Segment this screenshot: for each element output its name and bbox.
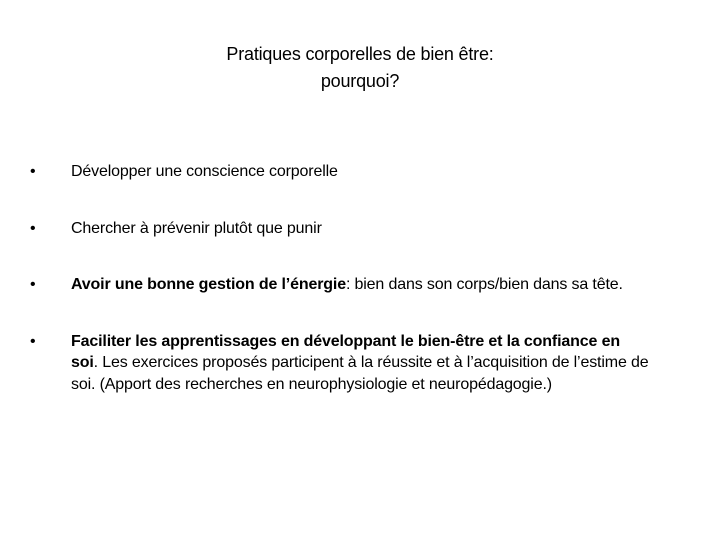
bullet-4-bold-text: Faciliter les apprentissages en développant le bien-être et la confiance en soi [71, 332, 620, 371]
bullet-item-1 [30, 161, 650, 183]
bullet-3-bold-text: Avoir une bonne gestion de l’énergie [71, 276, 346, 293]
bullet-text-4 [71, 333, 648, 393]
bullet-icon: • [30, 163, 36, 180]
bullet-3-text: : bien dans son corps/bien dans sa tête. [345, 276, 623, 293]
bullet-icon: • [30, 219, 36, 237]
bullet-1-bold-text: Développer une conscience corporelle [71, 163, 338, 180]
bullet-list [30, 161, 650, 395]
bullet-text-2 [71, 220, 322, 237]
bullet-text-3 [71, 276, 623, 293]
bullet-item-3 [30, 274, 650, 296]
bullet-item-2 [30, 218, 650, 240]
slide-title-line-2: pourquoi? [320, 71, 400, 91]
bullet-item-4 [30, 331, 650, 396]
slide-title [140, 41, 580, 95]
bullet-text-1 [71, 163, 338, 180]
bullet-icon: • [30, 276, 36, 293]
bullet-2-bold-text: Chercher à prévenir plutôt que punir [71, 219, 322, 237]
bullet-icon: • [30, 332, 36, 350]
slide-title-line-1: Pratiques corporelles de bien être: [226, 44, 494, 64]
bullet-4-text: . Les exercices proposés participent à la réussite et à l’acquisition de l’estime de soi. (Apport des recherches en neurophysiologie et neuropédagogie.) [71, 354, 649, 393]
